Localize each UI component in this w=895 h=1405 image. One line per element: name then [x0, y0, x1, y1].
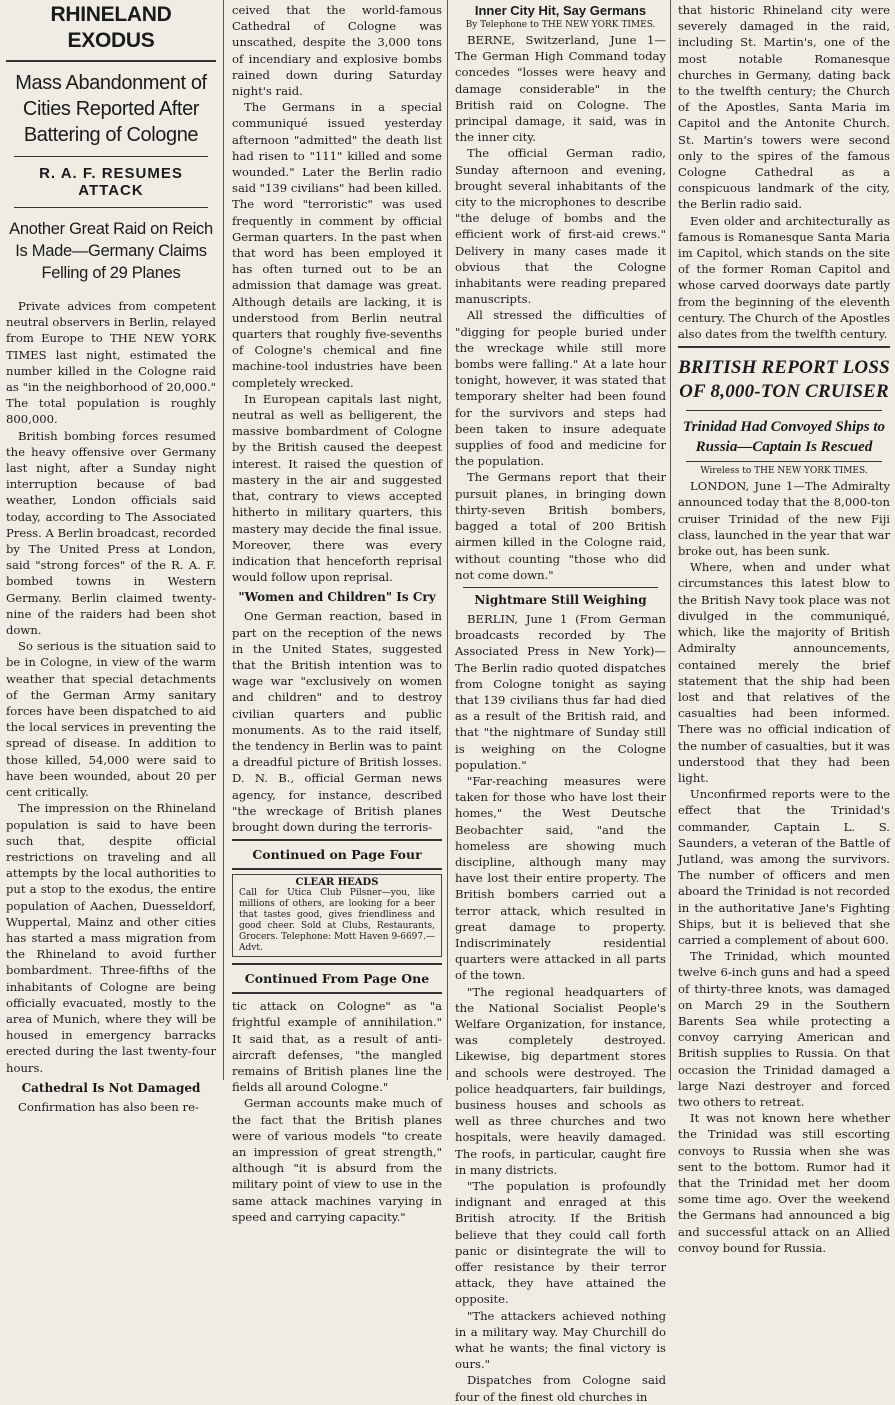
paragraph: BERLIN, June 1 (From German broadcasts recorded by The Associated Press in New York)—The Berlin radio quoted dispatches from Cologne tonight as saying that 139 civilians thus far had died as a result of the British raid, and that "the nightmare of Sunday still is weighing on the Cologne population.": [455, 611, 666, 772]
column-3: [449, 0, 671, 1404]
paragraph: All stressed the difficulties of "digging for people buried under the wreckage while still more bombs were falling." At a late hour tonight, however, it was stated that temporary shelter had been found for the survivors and steps had been taken to insure adequate supplies of food and medicine for the population.: [455, 308, 666, 469]
paragraph: ceived that the world-famous Cathedral of Cologne was unscathed, despite the 3,000 tons of incendiary and explosive bombs rained down during Saturday night's raid.: [232, 3, 442, 99]
paragraph: LONDON, June 1—The Admiralty announced today that the 8,000-ton cruiser Trinidad of the new Fiji class, launched in the year that war broke out, has been sunk.: [678, 479, 890, 559]
cruiser-deck: Trinidad Had Convoyed Ships to Russia—Captain Is Rescued: [683, 419, 885, 456]
divider: [232, 992, 442, 994]
paragraph: The Trinidad, which mounted twelve 6-inch guns and had a speed of thirty-three knots, was damaged on March 29 in the Southern Barents Sea while protecting a convoy carrying American and British supplies to Russia. On that occasion the Trinidad damaged a large Nazi destroyer and forced two others to retreat.: [678, 949, 890, 1109]
paragraph: that historic Rhineland city were severely damaged in the raid, including St. Martin's, one of the most notable Romanesque churches in Germany, dating back to the twelfth century; the Church of the Apostles, Santa Maria im Capitol and the Antonite Church. St. Martin's towers were second only to the spires of the famous Cologne Cathedral as a conspicuous landmark of the city, the Berlin radio said.: [678, 3, 890, 212]
divider: [686, 410, 882, 411]
column-1: [0, 0, 221, 1114]
paragraph: "Far-reaching measures were taken for those who have lost their homes," the West Deutsche Beobachter said, "and the homeless are showing much discipline, although many may have lost their entire property. The British bombers carried out a terror attack, which resulted in great damage to property. Indiscriminately residential quarters were attacked in all parts of the town.: [455, 773, 666, 983]
column-rule: [447, 0, 448, 1080]
deck-headline: Another Great Raid on Reich Is Made—Germany Claims Felling of 29 Planes: [9, 220, 213, 282]
ad-text: Call for Utica Club Pilsner—you, like millions of others, are looking for a beer that tastes good, gives friendliness and good cheer. Sold at Clubs, Restaurants, Grocers. Telephone: Mott Haven 9-6697.—Advt.: [239, 888, 435, 954]
main-headline: Mass Abandonment of Cities Reported After Battering of Cologne: [15, 72, 207, 146]
paragraph: So serious is the situation said to be in Cologne, in view of the warm weather that special detachments of the German Army sanitary forces have been dispatched to aid the local services in preventing the spread of disease. In addition to those killed, 54,000 were said to have been wounded, about 20 per cent critically.: [6, 639, 216, 800]
paragraph: British bombing forces resumed the heavy offensive over Germany last night, after a Sunday night interruption because of bad weather, London officials said today, according to The Associated Press. A Berlin broadcast, recorded by The United Press at London, said "strong forces" of the R. A. F. bombed towns in Western Germany. Berlin claimed twenty-nine of the raiders had been shot down.: [6, 428, 216, 638]
divider: [686, 461, 882, 462]
paragraph: German accounts make much of the fact that the British planes were of various models "to create an impression of great strength," although "it is absurd from the military point of view to use in the same attack machines varying in speed and carrying capacity.": [232, 1096, 442, 1224]
paragraph: The impression on the Rhineland population is said to have been such that, despite official restrictions on traveling and all attempts by the local authorities to put a stop to the exodus, the entire population of Aachen, Duesseldorf, Wuppertal, Mainz and other cities has started a mass migration from the Rhineland to avoid further bombardment. Three-fifths of the inhabitants of Cologne are being officially evacuated, mostly to the area of Munich, where they will be housed in emergency barracks erected during the last twenty-four hours.: [6, 801, 216, 1075]
divider: [463, 587, 658, 588]
column-4: [672, 0, 895, 1255]
paragraph: In European capitals last night, neutral as well as belligerent, the massive bombardment of Cologne by the British caused the deepest interest. It raised the question of mastery in the air and suggested that, contrary to views accepted hitherto in military quarters, this mastery may decide the final issue. Moreover, there was every indication that henceforth reprisal would follow upon reprisal.: [232, 391, 442, 585]
divider: [678, 346, 890, 348]
paragraph: The Germans in a special communiqué issued yesterday afternoon "admitted" the death list had risen to "111" killed and some wounded." Later the Berlin radio said "139 civilians" had been killed. The word "terroristic" was used frequently in comment by official German quarters. In the past when that word has been employed it has often turned out to be an admission that damage was great. Although details are lacking, it is understood from Berlin neutral quarters that roughly five-sevenths of Cologne's chemical and fine machine-tool industries have been completely wrecked.: [232, 100, 442, 390]
column-2: [226, 0, 447, 1224]
divider: [232, 963, 442, 965]
divider: [232, 868, 442, 870]
byline: Wireless to THE NEW YORK TIMES.: [700, 466, 868, 477]
paragraph: Dispatches from Cologne said four of the finest old churches in: [455, 1373, 666, 1404]
subhead: "Women and Children" Is Cry: [238, 590, 436, 605]
banner-headline: RHINELAND EXODUS: [50, 3, 172, 52]
paragraph: One German reaction, based in part on the reception of the news in the United States, suggested that the British intention was to wage war "exclusively on women and children" and to destroy civilian quarters and public monuments. As to the raid itself, the tendency in Berlin was to paint a dreadful picture of British losses. D. N. B., official German news agency, for instance, described "the wreckage of British planes brought down during the terroris-: [232, 609, 442, 834]
article-headline: Inner City Hit, Say Germans: [474, 3, 647, 18]
paragraph: tic attack on Cologne" as "a frightful example of annihilation." It said that, as a result of anti-aircraft defenses, "the mangled remains of British planes line the fields all around Cologne.": [232, 999, 442, 1095]
subhead: Nightmare Still Weighing: [474, 592, 647, 607]
paragraph: Unconfirmed reports were to the effect that the Trinidad's commander, Captain L. S. Saunders, a veteran of the Battle of Jutland, was among the survivors. The number of officers and men aboard the Trinidad is not recorded in the authoritative Jane's Fighting Ships, but it is believed that she carried a complement of about 600.: [678, 787, 890, 947]
paragraph: "The population is profoundly indignant and enraged at this British atrocity. If the British believe that they could call forth panic or disintegrate the will to offer resistance by their terror attack, they have attained the opposite.: [455, 1179, 666, 1307]
divider: [232, 839, 442, 841]
paragraph: Confirmation has also been re-: [18, 1099, 199, 1114]
divider: [14, 156, 208, 157]
raf-headline: R. A. F. RESUMES ATTACK: [39, 165, 183, 199]
paragraph: The Germans report that their pursuit planes, in bringing down thirty-seven British bombers, bagged a total of 200 British airmen killed in the Cologne raid, without counting "those who did not come down.": [455, 470, 666, 582]
continued-on-label: Continued on Page Four: [252, 847, 422, 863]
ad-title: CLEAR HEADS: [295, 877, 379, 889]
byline: By Telephone to THE NEW YORK TIMES.: [465, 20, 656, 30]
cruiser-headline: BRITISH REPORT LOSS OF 8,000-TON CRUISER: [678, 357, 890, 403]
paragraph: BERNE, Switzerland, June 1—The German High Command today concedes "losses were heavy and damage considerable" in the British raid on Cologne. The principal damage, it said, was in the inner city.: [455, 33, 666, 145]
paragraph: The official German radio, Sunday afternoon and evening, brought several inhabitants of the city to the microphones to describe "the deluge of bombs and the efficient work of first-aid crews." Delivery in many cases made it obvious that the Cologne inhabitants were reading prepared manuscripts.: [455, 146, 666, 307]
subhead: Cathedral Is Not Damaged: [21, 1080, 201, 1095]
paragraph: "The attackers achieved nothing in a military way. May Churchill do what he wants; the final victory is ours.": [455, 1308, 666, 1372]
paragraph: "The regional headquarters of the National Socialist People's Welfare Organization, for instance, was completely destroyed. Likewise, big department stores and schools were destroyed. The police headquarters, fair buildings, business houses and schools as well as three churches and two hospitals, were heavily damaged. The roofs, in particular, caught fire in many districts.: [455, 984, 666, 1177]
continued-from-label: Continued From Page One: [244, 971, 430, 987]
advertisement: [232, 874, 442, 957]
paragraph: It was not known here whether the Trinidad was still escorting convoys to Russia when she was sent to the bottom. Rumor had it that the Trinidad met her doom some time ago. Over the weekend the Germans had announced a big and successful attack on an Allied convoy bound for Russia.: [678, 1111, 890, 1255]
divider: [14, 207, 208, 208]
column-rule: [223, 0, 224, 1080]
paragraph: Private advices from competent neutral observers in Berlin, relayed from Europe to THE NEW YORK TIMES last night, estimated the number killed in the Cologne raid as "in the neighborhood of 20,000." The total population is roughly 800,000.: [6, 299, 216, 427]
divider: [6, 60, 216, 62]
paragraph: Where, when and under what circumstances this latest blow to the British Navy took place was not divulged in the communiqué, which, like the majority of British Admiralty announcements, contained merely the brief statement that the ship had been lost and that relatives of the casualties had been informed. There was no official indication of the number of casualties, but it was understood that they had been light.: [678, 560, 890, 785]
paragraph: Even older and architecturally as famous is Romanesque Santa Maria im Capitol, which stands on the site of the former Roman Capitol and whose carved doorways date partly from the beginning of the eleventh century. The Church of the Apostles also dates from the twelfth century.: [678, 213, 890, 342]
